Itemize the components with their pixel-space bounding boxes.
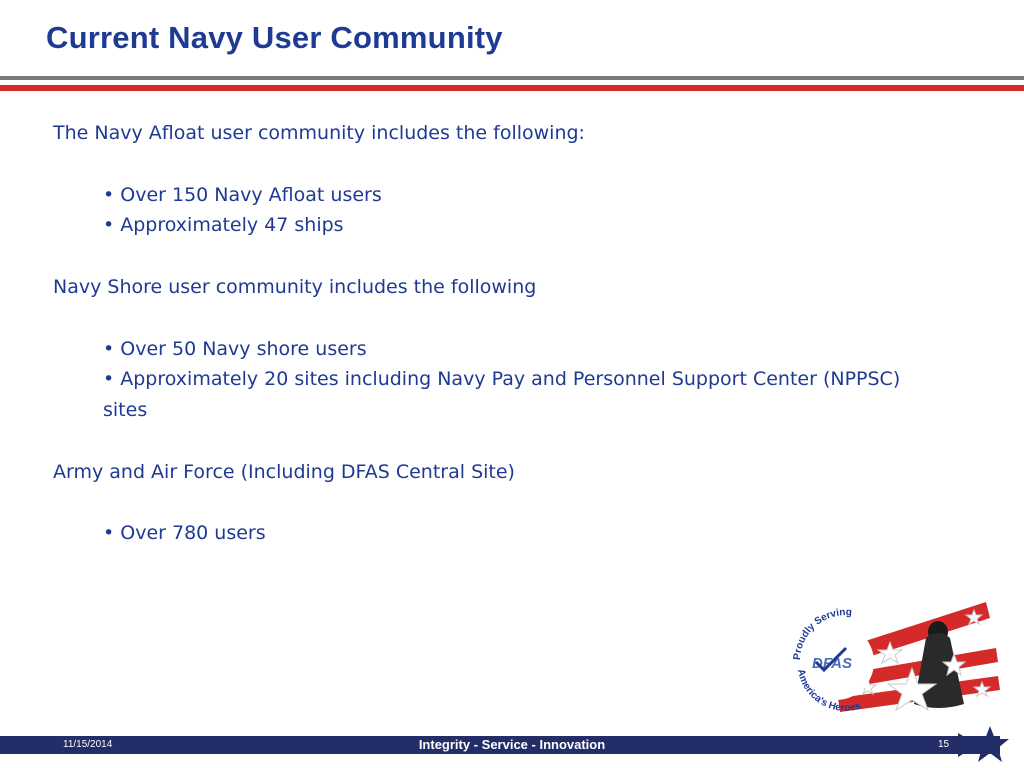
spacer [53,426,913,457]
spacer [53,241,913,272]
page-number: 15 [938,739,950,750]
logo-top-text: Proudly Serving [791,606,853,661]
afloat-intro: The Navy Afloat user community includes the following: [53,122,585,144]
shore-bullet-1: • Over 50 Navy shore users [103,337,367,360]
logo-mark: DFAS [812,655,853,672]
shore-bullet-2: • Approximately 20 sites including Navy Pay and Personnel Support Center (NPPSC) sites [103,368,901,422]
spacer [53,303,913,334]
header-rule-red [0,85,1024,91]
footer-motto: Integrity - Service - Innovation [418,737,606,752]
star-icon [970,724,1010,764]
logo-bottom-text: America's Heroes [794,668,863,714]
spacer [53,149,913,180]
footer-date: 11/15/2014 [63,739,113,750]
shore-intro: Navy Shore user community includes the following [53,275,537,298]
army-bullet-1: • Over 780 users [103,522,266,545]
slide-body [53,118,913,549]
army-intro: Army and Air Force (Including DFAS Central Site) [53,460,515,483]
afloat-bullet-2: • Approximately 47 ships [103,214,344,237]
dfas-logo [786,598,1006,720]
slide-title: Current Navy User Community [46,20,503,55]
afloat-bullet-1: • Over 150 Navy Afloat users [103,183,382,206]
header-rule-gray [0,76,1024,80]
spacer [53,488,913,519]
